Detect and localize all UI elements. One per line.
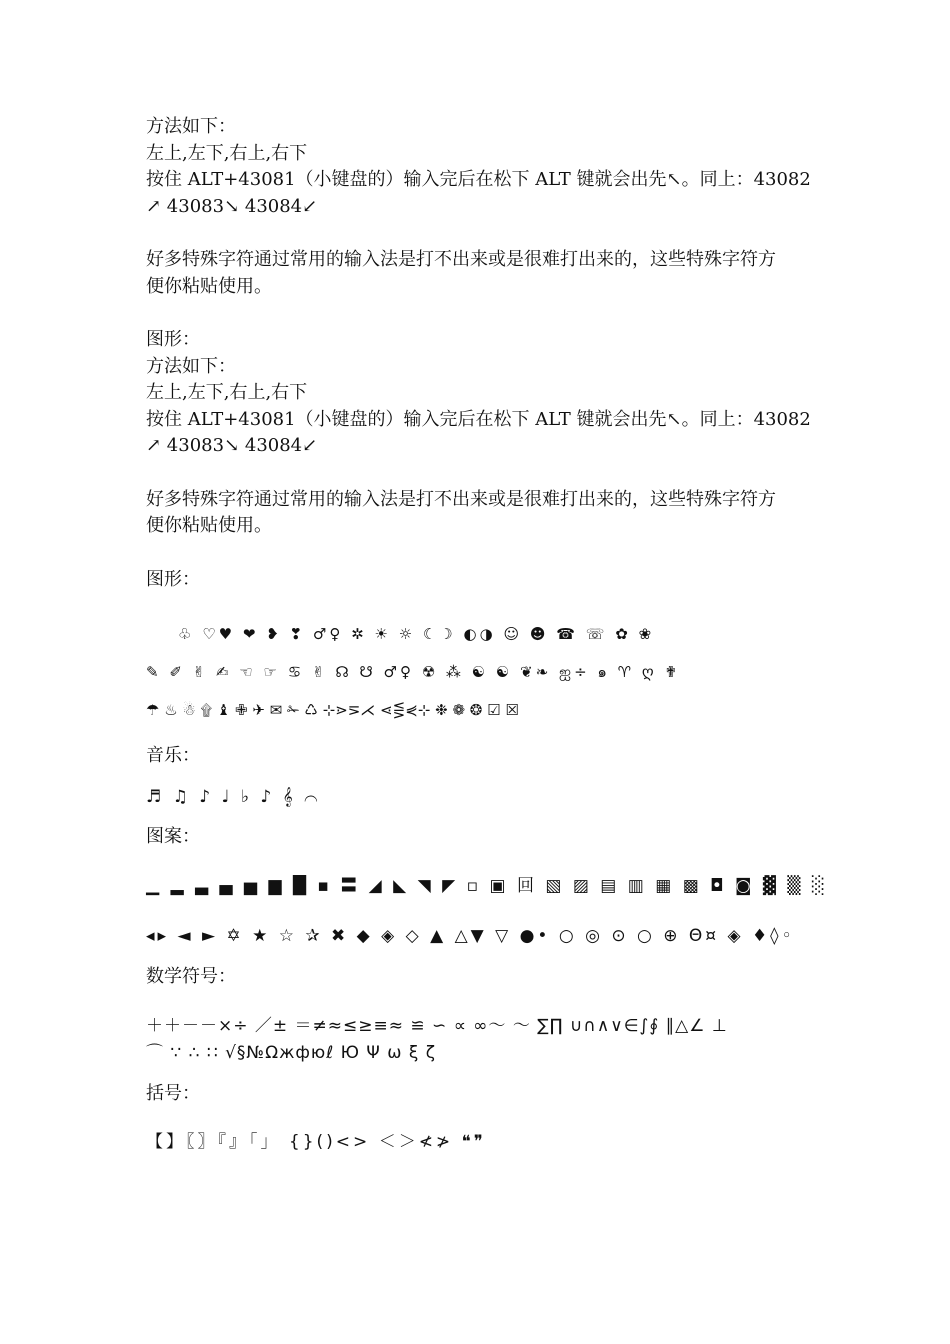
patterns-heading: 图案： (146, 825, 200, 847)
graphics-heading: 图形： (146, 568, 200, 590)
graphic-symbols-row: ✎ ✐ ✌ ✍ ☜ ☞ ♋ ✌ ☊ ☋ ♂♀ ☢ ⁂ ☯ ☯ ❦❧ ஐ÷ ๑ ♈ ღ ✟ (146, 663, 681, 681)
pattern-symbols-row: ◂▸ ◄ ► ✡ ★ ☆ ✰ ✖ ◆ ◈ ◇ ▲ △▼ ▽ ●• ○ ◎ ⊙ ○ ⊕ Θ¤ ◈ ♦◊◦ (146, 926, 795, 946)
brackets-heading: 括号： (146, 1082, 200, 1104)
graphic-symbols-row: ♧ ♡♥ ❤ ❥ ❣ ♂♀ ✲ ☀ ☼ ☾☽ ◐◑ ☺ ☻ ☎ ☏ ✿ ❀ (178, 625, 655, 643)
math-symbols-row: ⌒ ∵ ∴ ∷ √§№Ωжфюℓ Ю Ψ ω ξ ζ (146, 1042, 436, 1063)
description-line: 便你粘贴使用。 (146, 515, 272, 536)
alt-codes-line: ↗ 43083↘ 43084↙ (146, 195, 318, 217)
directions-line: 左上,左下,右上,右下 (146, 142, 308, 164)
graphic-symbols-row: ☂ ♨ ☃ ۩ ♝ ✙ ✈ ✉ ✁ ♺ ⊹⋗⋝⋌ ⋖⋚⋞⊹ ❉ ❁ ❂ ☑ ☒ (146, 701, 519, 719)
document-body (146, 114, 828, 1155)
pattern-symbols-row: ▁ ▂ ▃ ▄ ▅ ▆ █ ▪ 〓 ◢ ◣ ◥ ◤ ▫ ▣ 回 ▧ ▨ ▤ ▥ ▦ ▩ ◘ ◙ ▓ ▒ ░ (146, 876, 828, 896)
math-heading: 数学符号： (146, 966, 236, 987)
graphics-heading: 图形： (146, 329, 200, 350)
description-line: 便你粘贴使用。 (146, 275, 272, 297)
method-line: 方法如下： (146, 116, 236, 137)
alt-instruction-line: 按住 ALT+43081（小键盘的）输入完后在松下 ALT 键就会出先↖。同上：43082 (146, 169, 811, 190)
math-symbols-row: ＋＋－－×÷ ／± ＝≠≈≤≥≡≈ ≌ ∽ ∝ ∞～ ～ ∑∏ ∪∩∧∨∈∫∮ ∥△∠ ⊥ (146, 1015, 728, 1036)
music-symbols-row: ♬ ♫ ♪ ♩ ♭ ♪ 𝄞 ⌒ (146, 786, 321, 807)
alt-codes-line: ↗ 43083↘ 43084↙ (146, 435, 318, 456)
bracket-symbols-row: 【】〖〗『』「」 {}()<> ＜＞≮≯ ❝❞ (146, 1132, 486, 1152)
method-line: 方法如下： (146, 355, 236, 377)
music-heading: 音乐： (146, 745, 200, 766)
alt-instruction-line: 按住 ALT+43081（小键盘的）输入完后在松下 ALT 键就会出先↖。同上：43082 (146, 408, 811, 430)
description-line: 好多特殊字符通过常用的输入法是打不出来或是很难打出来的，这些特殊字符方 (146, 249, 776, 270)
description-line: 好多特殊字符通过常用的输入法是打不出来或是很难打出来的，这些特殊字符方 (146, 488, 776, 510)
directions-line: 左上,左下,右上,右下 (146, 382, 308, 403)
